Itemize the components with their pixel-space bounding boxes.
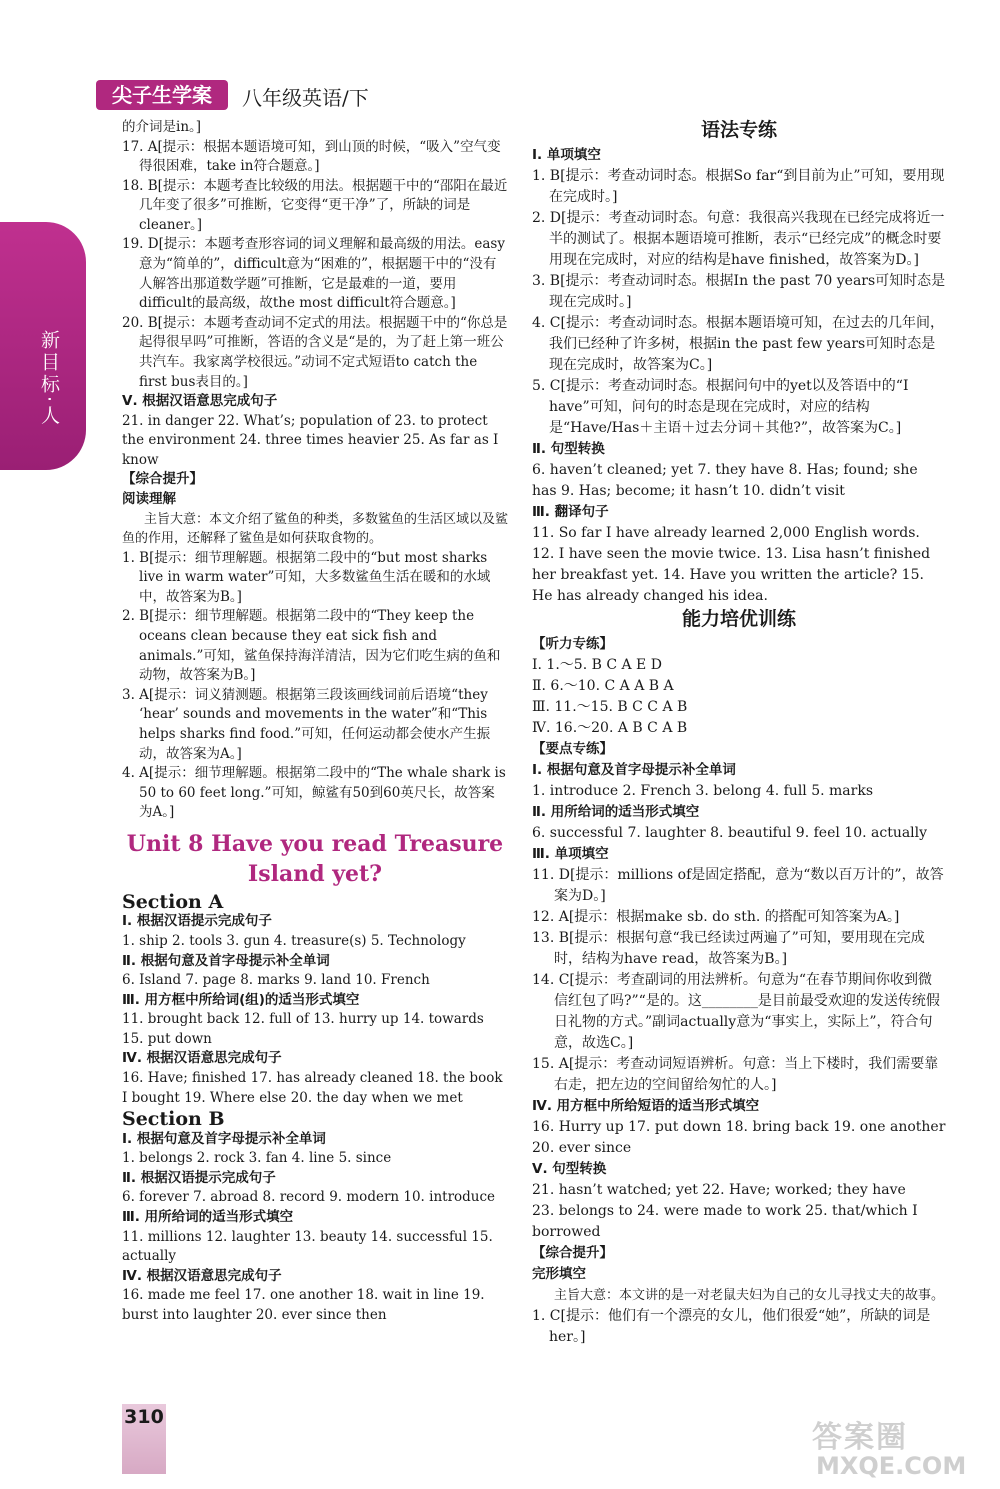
answer-item: 5. C[提示：考查动词时态。根据问句中的yet以及答语中的“I have”可知，问句的时态是现在完成时，对应的结构是“Have/Has＋主语＋过去分词＋其他?”，故答案为C。] xyxy=(532,378,909,436)
subsection-heading: Ⅱ. 用所给词的适当形式填空 xyxy=(532,804,700,820)
section-title: Section A xyxy=(122,890,224,913)
answer-item: 18. B[提示：本题考查比较级的用法。根据题干中的“邵阳在最近几年变了很多”可推断，它变得“更干净”了，所缺的词是cleaner。] xyxy=(122,177,508,233)
unit-title: Unit 8 Have you read Treasure Island yet? xyxy=(126,830,504,887)
answer-line: Ⅳ. 16.～20. A B C A B xyxy=(532,720,688,736)
answer-line: 6. haven’t cleaned; yet 7. they have 8. Has; found; she has 9. Has; become; it hasn’t 10. didn’t visit xyxy=(532,462,918,499)
answer-item: 12. A[提示：根据make sb. do sth. 的搭配可知答案为A。] xyxy=(532,909,900,925)
answer-line: Ⅰ. 1.～5. B C A E D xyxy=(532,657,662,673)
answer-line: Ⅱ. 6.～10. C A A B A xyxy=(532,678,674,694)
answer-item: 2. B[提示：细节理解题。根据第二段中的“They keep the oceans clean because they eat sick fish and animals.”可知，鲨鱼保持海洋清洁，因为它们吃生病的鱼和动物，故答案为B。] xyxy=(122,608,501,684)
subsection-heading: Ⅴ. 根据汉语意思完成句子 xyxy=(122,393,278,410)
right-column xyxy=(532,118,946,1348)
subsection-heading: Ⅲ. 单项填空 xyxy=(532,846,609,862)
answer-line: Ⅲ. 11.～15. B C C A B xyxy=(532,699,688,715)
answer-line: 16. Hurry up 17. put down 18. bring back 19. one another 20. ever since xyxy=(532,1119,946,1156)
answer-item: 13. B[提示：根据句意“我已经读过两遍了”可知，要用现在完成时，结构为have read，故答案为B。] xyxy=(532,930,925,967)
side-tab xyxy=(0,222,86,470)
answer-item: 17. A[提示：根据本题语境可知，到山顶的时候，“吸入”空气变得很困难，take in符合题意。] xyxy=(122,138,501,175)
answer-line: 16. Have; finished 17. has already cleaned 18. the book I bought 19. Where else 20. the day when we met xyxy=(122,1070,503,1106)
page-number-tab xyxy=(122,1404,166,1474)
subsection-heading: 【要点专练】 xyxy=(532,741,613,757)
subsection-heading: Ⅰ. 根据句意及首字母提示补全单词 xyxy=(122,1130,326,1147)
answer-item: 3. A[提示：词义猜测题。根据第三段该画线词前后语境“they ‘hear’ sounds and movements in the water”和“This helps sharks find food.”可知，任何运动都会使水产生振动，故答案为A。] xyxy=(122,686,491,762)
answer-line: 6. forever 7. abroad 8. record 9. modern 10. introduce xyxy=(122,1189,496,1206)
answer-line: 21. in danger 22. What’s; population of 23. to protect the environment 24. three times heavier 25. As far as I know xyxy=(122,412,499,468)
left-column xyxy=(122,118,508,1326)
subsection-heading: Ⅳ. 用方框中所给短语的适当形式填空 xyxy=(532,1098,760,1114)
answer-item: 14. C[提示：考查副词的用法辨析。句意为“在春节期间你收到微信红包了吗?”“是的。这________是目前最受欢迎的发送传统假日礼物的方式。”副词actually意为“事实上，实际上”，符合句意，故选C。] xyxy=(532,972,940,1051)
answer-line: 1. belongs 2. rock 3. fan 4. line 5. since xyxy=(122,1150,392,1167)
answer-item: 2. D[提示：考查动词时态。句意：我很高兴我现在已经完成将近一半的测试了。根据本题语境可推断，表示“已经完成”的概念时要用现在完成时，对应的结构是have finished，故答案为D。] xyxy=(532,210,945,268)
subsection-heading: Ⅴ. 句型转换 xyxy=(532,1161,607,1177)
answer-item: 4. A[提示：细节理解题。根据第二段中的“The whale shark is 50 to 60 feet long.”可知，鲸鲨有50到60英尺长，故答案为A。] xyxy=(122,765,506,821)
subsection-heading: Ⅰ. 根据句意及首字母提示补全单词 xyxy=(532,762,736,778)
answer-item: 4. C[提示：考查动词时态。根据本题语境可知，在过去的几年间，我们已经种了许多树，根据in the past few years可知时态是现在完成时，故答案为C。] xyxy=(532,315,944,373)
subsection-heading: Ⅱ. 句型转换 xyxy=(532,441,605,457)
watermark-url: MXQE.COM xyxy=(816,1452,967,1480)
subsection-heading: Ⅳ. 根据汉语意思完成句子 xyxy=(122,1267,282,1284)
subsection-heading: Ⅰ. 根据汉语提示完成句子 xyxy=(122,913,272,930)
answer-item: 11. D[提示：millions of是固定搭配，意为“数以百万计的”，故答案为D。] xyxy=(532,867,944,904)
section-heading: 语法专练 xyxy=(700,119,777,141)
book-subtitle: 八年级英语/下 xyxy=(242,86,369,110)
answer-line: 16. made me feel 17. one another 18. wait in line 19. burst into laughter 20. ever since then xyxy=(122,1287,485,1323)
answer-item: 15. A[提示：考查动词短语辨析。句意：当上下楼时，我们需要靠右走，把左边的空间留给匆忙的人。] xyxy=(532,1056,939,1093)
subsection-heading: 完形填空 xyxy=(532,1266,586,1282)
answer-line: 的介词是in。] xyxy=(122,119,202,135)
answer-line: 1. ship 2. tools 3. gun 4. treasure(s) 5. Technology xyxy=(122,932,466,949)
subsection-heading: Ⅱ. 根据句意及首字母提示补全单词 xyxy=(122,952,330,969)
subsection-heading: Ⅲ. 用方框中所给词(组)的适当形式填空 xyxy=(122,991,360,1008)
answer-line: 6. Island 7. page 8. marks 9. land 10. French xyxy=(122,972,430,989)
summary-text: 主旨大意：本文介绍了鲨鱼的种类，多数鲨鱼的生活区域以及鲨鱼的作用，还解释了鲨鱼是如何获取食物的。 xyxy=(122,511,509,547)
subsection-heading: 【综合提升】 xyxy=(532,1245,613,1261)
subsection-heading: 【听力专练】 xyxy=(532,636,613,652)
page-number: 310 xyxy=(124,1406,164,1428)
brand-logo: 尖子生学案 xyxy=(96,80,228,110)
subsection-heading: Ⅲ. 翻译句子 xyxy=(532,504,609,520)
subsection-heading: 阅读理解 xyxy=(122,490,176,507)
answer-line: 11. millions 12. laughter 13. beauty 14. successful 15. actually xyxy=(122,1228,493,1265)
answer-line: 11. brought back 12. full of 13. hurry up 14. towards 15. put down xyxy=(122,1011,484,1047)
subsection-heading: 【综合提升】 xyxy=(122,471,203,488)
subsection-heading: Ⅳ. 根据汉语意思完成句子 xyxy=(122,1050,282,1067)
watermark-logo: 答案圈 xyxy=(812,1420,908,1455)
answer-line: 1. introduce 2. French 3. belong 4. full 5. marks xyxy=(532,783,874,799)
answer-item: 19. D[提示：本题考查形容词的词义理解和最高级的用法。easy意为“简单的”，difficult意为“困难的”，根据题干中的“没有人解答出那道数学题”可推断，它是最难的一道，要用difficult的最高级，故the most difficult符合题意。] xyxy=(122,236,505,312)
section-heading: 能力培优训练 xyxy=(681,608,796,630)
answer-item: 20. B[提示：本题考查动词不定式的用法。根据题干中的“你总是起得很早吗”可推断，答语的含义是“是的，为了赶上第一班公共汽车。我家离学校很远。”动词不定式短语to catch the first bus表目的。] xyxy=(122,314,508,390)
answer-item: 1. B[提示：细节理解题。根据第二段中的“but most sharks live in warm water”可知，大多数鲨鱼生活在暖和的水域中，故答案为B。] xyxy=(122,549,491,605)
side-tab-label: 新目标·人 xyxy=(38,330,60,428)
answer-line: 6. successful 7. laughter 8. beautiful 9. feel 10. actually xyxy=(532,825,928,841)
section-title: Section B xyxy=(122,1108,225,1131)
answer-item: 1. C[提示：他们有一个漂亮的女儿，他们很爱“她”，所缺的词是her。] xyxy=(532,1308,931,1345)
summary-text: 主旨大意：本文讲的是一对老鼠夫妇为自己的女儿寻找丈夫的故事。 xyxy=(554,1288,945,1303)
subsection-heading: Ⅰ. 单项填空 xyxy=(532,147,601,163)
subsection-heading: Ⅲ. 用所给词的适当形式填空 xyxy=(122,1209,294,1226)
subsection-heading: Ⅱ. 根据汉语提示完成句子 xyxy=(122,1169,276,1186)
answer-item: 1. B[提示：考查动词时态。根据So far“到目前为止”可知，要用现在完成时。] xyxy=(532,168,945,205)
answer-line: 11. So far I have already learned 2,000 English words. 12. I have seen the movie twice. 13. Lisa hasn’t finished her breakfast yet. 14. Have you written the article? 15. He has already changed his idea. xyxy=(532,525,931,604)
answer-item: 3. B[提示：考查动词时态。根据In the past 70 years可知时态是现在完成时。] xyxy=(532,273,946,310)
answer-line: 21. hasn’t watched; yet 22. Have; worked; they have xyxy=(532,1182,906,1198)
answer-line: 23. belongs to 24. were made to work 25. that/which I borrowed xyxy=(532,1203,918,1240)
